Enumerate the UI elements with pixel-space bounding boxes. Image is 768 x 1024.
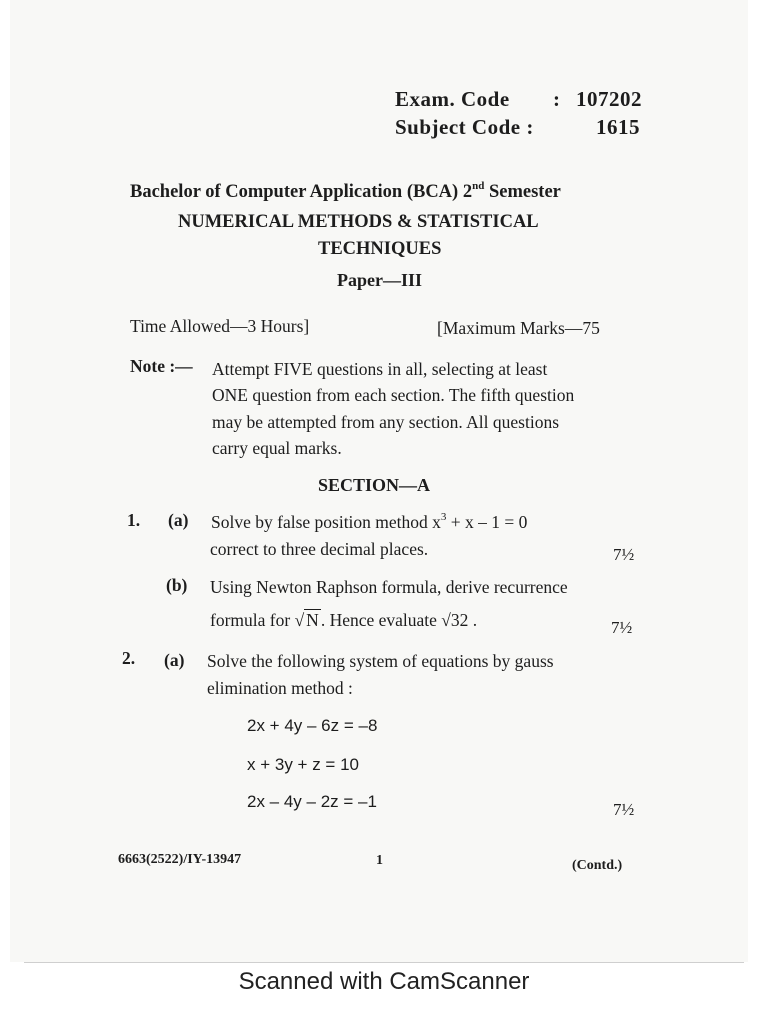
maximum-marks: [Maximum Marks—75 <box>437 318 600 338</box>
q2a-marks: 7½ <box>613 800 635 819</box>
q2-number: 2. <box>122 648 136 668</box>
q1b-text: formula for <box>210 610 291 630</box>
note-line2: ONE question from each section. The fifth question <box>212 385 575 405</box>
equation-3: 2x – 4y – 2z = –1 <box>247 792 377 811</box>
page-number: 1 <box>376 853 383 868</box>
course-title-tail: Semester <box>488 182 561 202</box>
q1b-evaluate-value: √32 . <box>441 610 478 630</box>
sqrt-argument: N <box>306 610 319 630</box>
q2a-line1: Solve the following system of equations by gauss <box>207 651 554 671</box>
q1a-line1 <box>211 512 527 533</box>
time-allowed: Time Allowed—3 Hours] <box>130 316 310 336</box>
section-a-heading: SECTION—A <box>318 475 431 495</box>
equation-2: x + 3y + z = 10 <box>247 755 359 774</box>
divider <box>24 962 744 963</box>
course-title <box>130 182 561 203</box>
q1a-exponent: 3 <box>440 511 447 523</box>
q1b-label: (b) <box>166 575 188 595</box>
exam-code-separator: : <box>553 87 561 111</box>
q1b-text-hence: . Hence evaluate <box>320 610 437 630</box>
note-label: Note :— <box>130 356 193 376</box>
paper-code-footer: 6663(2522)/IY-13947 <box>118 852 242 867</box>
course-title-main: Bachelor of Computer Application (BCA) 2 <box>130 182 473 202</box>
q1a-label: (a) <box>168 510 189 530</box>
q1b-marks: 7½ <box>611 618 633 637</box>
note-line1: Attempt FIVE questions in all, selecting at least <box>212 359 548 379</box>
camscanner-watermark: Scanned with CamScanner <box>238 968 530 995</box>
note-line4: carry equal marks. <box>212 438 342 458</box>
q1-number: 1. <box>127 510 141 530</box>
exam-code-value: 107202 <box>576 87 642 111</box>
sqrt-n-expression <box>295 610 321 631</box>
subject-code-value: 1615 <box>596 115 640 139</box>
q1a-equation-tail: + x – 1 = 0 <box>450 512 528 532</box>
exam-code-label: Exam. Code <box>395 87 510 111</box>
q1a-line2: correct to three decimal places. <box>210 539 429 559</box>
subject-code-label: Subject Code : <box>395 115 534 139</box>
subject-title-line1: NUMERICAL METHODS & STATISTICAL <box>178 212 539 232</box>
q1b-line2 <box>210 610 477 631</box>
continued-label: (Contd.) <box>572 858 623 873</box>
equation-1: 2x + 4y – 6z = –8 <box>247 716 378 735</box>
sqrt-symbol: √ <box>294 610 305 630</box>
q1a-text: Solve by false position method x <box>211 512 441 532</box>
q2a-line2: elimination method : <box>207 678 353 698</box>
q1a-marks: 7½ <box>613 545 635 564</box>
subject-title-line2: TECHNIQUES <box>318 239 442 259</box>
q2a-label: (a) <box>164 650 185 670</box>
course-title-sup: nd <box>472 180 485 192</box>
note-line3: may be attempted from any section. All questions <box>212 412 560 432</box>
q1b-line1: Using Newton Raphson formula, derive recurrence <box>210 577 568 597</box>
paper-number: Paper—III <box>337 270 422 290</box>
